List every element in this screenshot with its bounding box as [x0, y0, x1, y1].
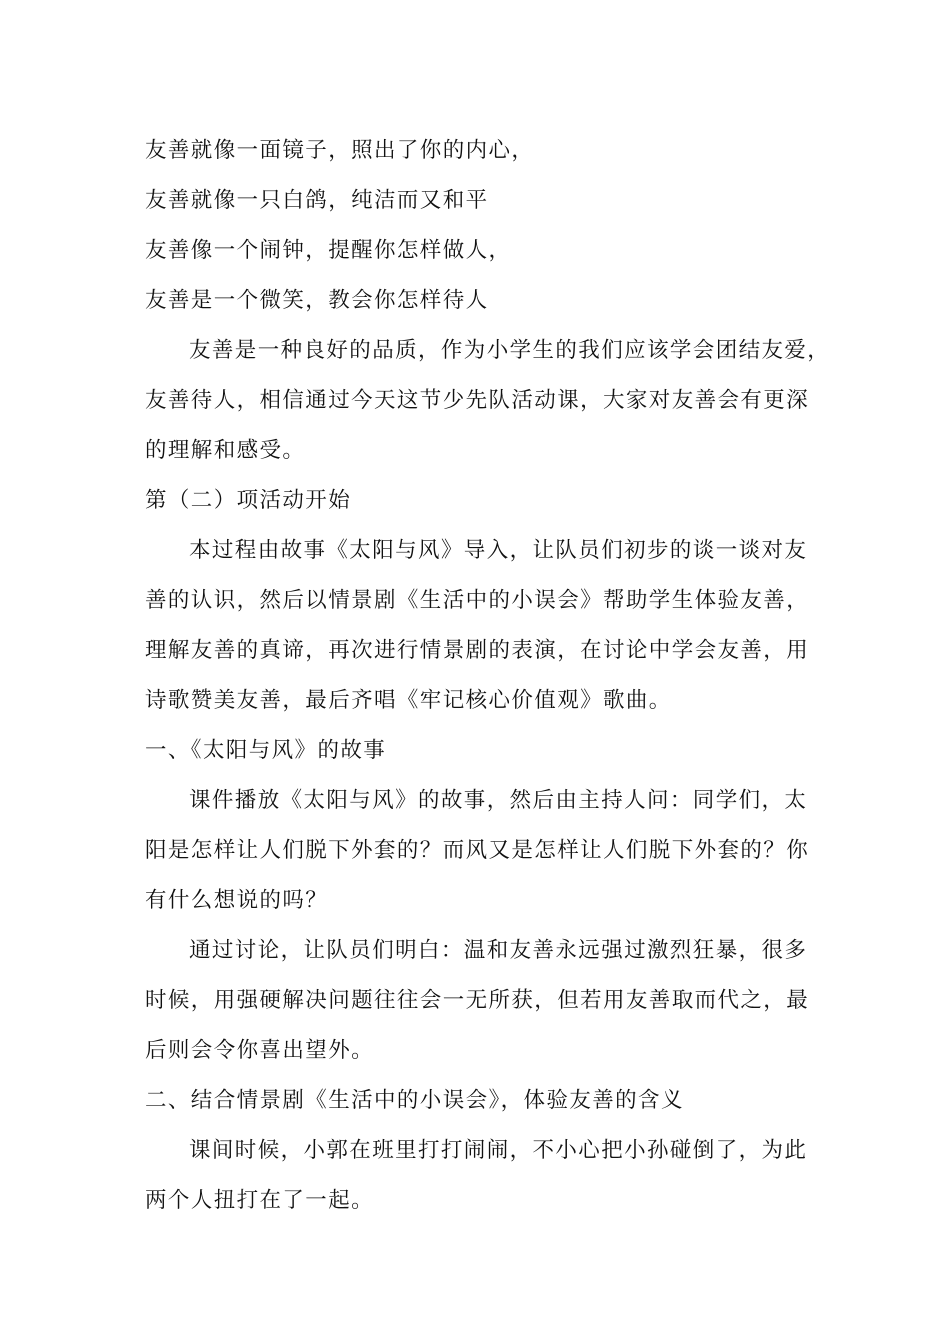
- paragraph-line: 有什么想说的吗？: [145, 888, 329, 913]
- poem-line-1: 友善就像一面镜子，照出了你的内心，: [145, 138, 535, 163]
- paragraph-line: 的理解和感受。: [145, 438, 306, 463]
- paragraph-line: 通过讨论，让队员们明白：温和友善永远强过激烈狂暴，很多: [189, 938, 808, 963]
- paragraph-line: 本过程由故事《太阳与风》导入，让队员们初步的谈一谈对友: [189, 538, 808, 563]
- section-heading: 一、《太阳与风》的故事: [145, 738, 387, 763]
- paragraph-line: 友善待人，相信通过今天这节少先队活动课，大家对友善会有更深: [145, 388, 810, 413]
- paragraph-line: 两个人扭打在了一起。: [145, 1188, 375, 1213]
- paragraph-line: 时候，用强硬解决问题往往会一无所获，但若用友善取而代之，最: [145, 988, 810, 1013]
- paragraph-line: 善的认识，然后以情景剧《生活中的小误会》帮助学生体验友善，: [145, 588, 810, 613]
- section-heading: 二、结合情景剧《生活中的小误会》，体验友善的含义: [145, 1088, 684, 1113]
- paragraph-line: 阳是怎样让人们脱下外套的？而风又是怎样让人们脱下外套的？你: [145, 838, 810, 863]
- section-heading: 第（二）项活动开始: [145, 488, 352, 513]
- paragraph-line: 友善是一种良好的品质，作为小学生的我们应该学会团结友爱，: [189, 338, 831, 363]
- poem-line-3: 友善像一个闹钟，提醒你怎样做人，: [145, 238, 512, 263]
- paragraph-line: 后则会令你喜出望外。: [145, 1038, 375, 1063]
- poem-line-2: 友善就像一只白鸽，纯洁而又和平: [145, 188, 489, 213]
- paragraph-line: 理解友善的真谛，再次进行情景剧的表演，在讨论中学会友善，用: [145, 638, 810, 663]
- paragraph-line: 课间时候，小郭在班里打打闹闹，不小心把小孙碰倒了，为此: [189, 1138, 808, 1163]
- paragraph-line: 课件播放《太阳与风》的故事，然后由主持人问：同学们，太: [189, 788, 808, 813]
- poem-line-4: 友善是一个微笑，教会你怎样待人: [145, 288, 489, 313]
- paragraph-line: 诗歌赞美友善，最后齐唱《牢记核心价值观》歌曲。: [145, 688, 672, 713]
